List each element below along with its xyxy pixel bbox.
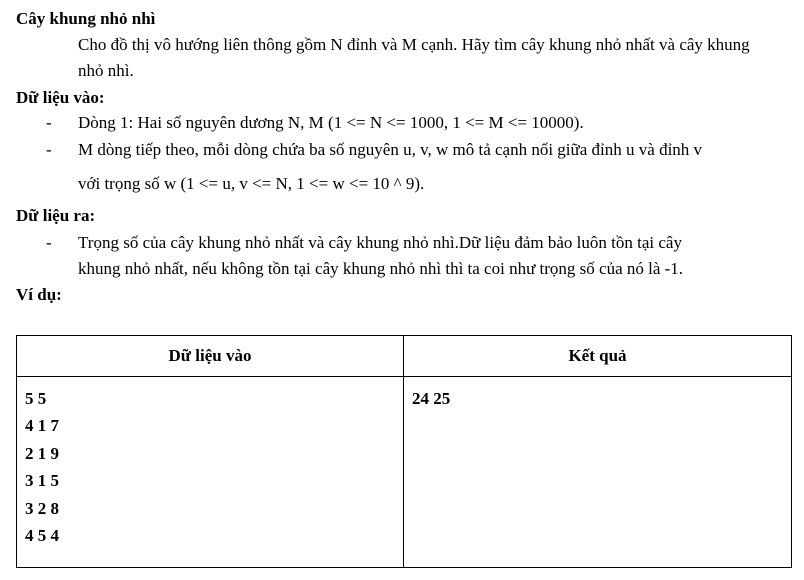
problem-title: Cây khung nhỏ nhì — [16, 9, 156, 28]
output-heading: Dữ liệu ra: — [16, 206, 96, 225]
output-cell — [404, 377, 792, 568]
table-row — [17, 377, 792, 568]
input-heading: Dữ liệu vào: — [16, 88, 105, 107]
input-data-line: 3 2 8 — [25, 498, 59, 518]
example-table — [16, 335, 792, 568]
input-data-line: 4 1 7 — [25, 416, 59, 436]
input-data-line: 5 5 — [25, 389, 47, 408]
input-line-2a: M dòng tiếp theo, mỗi dòng chứa ba số nguyên u, v, w mô tả cạnh nối giữa đỉnh u và đỉnh v — [78, 140, 703, 159]
example-heading: Ví dụ: — [16, 285, 62, 304]
table-header-row — [17, 336, 792, 377]
header-output: Kết quả — [404, 336, 792, 377]
problem-statement: Cho đồ thị vô hướng liên thông gồm N đỉnh và M cạnh. Hãy tìm cây khung nhỏ nhất và cây khung nhỏ nhì. — [78, 35, 750, 80]
output-line-1: Trọng số của cây khung nhỏ nhất và cây khung nhỏ nhì.Dữ liệu đảm bảo luôn tồn tại cây — [78, 233, 682, 252]
output-data-line: 24 25 — [412, 389, 451, 408]
output-line-2: khung nhỏ nhất, nếu không tồn tại cây khung nhỏ nhì thì ta coi như trọng số của nó là -1. — [78, 259, 684, 278]
header-input: Dữ liệu vào — [17, 336, 404, 377]
input-data-line: 4 5 4 — [25, 525, 59, 545]
input-cell — [17, 377, 404, 568]
output-bullet-1: - — [46, 233, 52, 252]
input-data-line: 3 1 5 — [25, 471, 59, 491]
input-line-1: Dòng 1: Hai số nguyên dương N, M (1 <= N <= 1000, 1 <= M <= 10000). — [78, 113, 584, 132]
input-line-2b: với trọng số w (1 <= u, v <= N, 1 <= w <= 10 ^ 9). — [78, 174, 425, 193]
input-bullet-2: - — [46, 140, 52, 159]
input-bullet-1: - — [46, 113, 52, 132]
input-data-line: 2 1 9 — [25, 443, 59, 463]
